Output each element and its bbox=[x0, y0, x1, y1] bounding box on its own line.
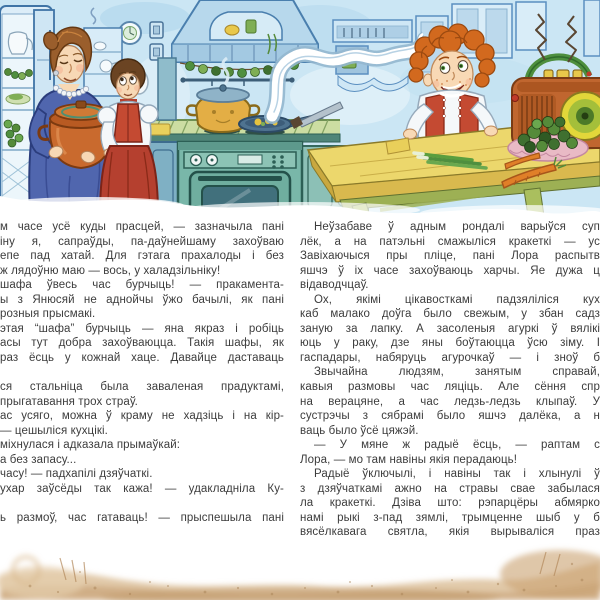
text-line: юць у раку, дзе яны боўтаюцца ўсю зіму. І bbox=[300, 337, 600, 350]
text-line: ла кракеткі. Дзіва што: рэпарцёры абмярко bbox=[300, 497, 600, 510]
kitchen-illustration bbox=[0, 0, 600, 216]
text-line: ваць было ўсё цяжэй. bbox=[300, 424, 419, 437]
text-line: яшчэ ў іх часе захоўваюць харчы. Яе дужа ц bbox=[300, 264, 600, 277]
text-line: Звычайна людзям, занятым справай, bbox=[314, 366, 600, 379]
text-line: асы тут добра захоўваюцца. Такія шафы, як bbox=[0, 337, 284, 350]
text-line: Завіхаючыся пры пліце, пані Лора распытв bbox=[300, 250, 600, 263]
text-line: ухар заўсёды так кажа! — удакладніла Ку- bbox=[0, 482, 284, 495]
text-line: Радыё ўключылі, і навіны так і хлынулі ў bbox=[314, 468, 600, 481]
text-line: м часе усё куды прасцей, — зазначыла пані bbox=[0, 221, 284, 233]
text-line: ас усяго, можна ў краму не хадзіць і на кір- bbox=[0, 410, 284, 423]
text-line: ь размоў, час гатаваць! — прыспешыла пані bbox=[0, 511, 284, 524]
cabinet-side-panel bbox=[158, 58, 176, 120]
text-line: каб малако доўга было свежым, у збан садз bbox=[300, 308, 600, 321]
text-line: — цешыліся кухцікі. bbox=[0, 424, 108, 437]
text-line: іну я, сапраўды, па-даўнейшаму захоўваю bbox=[0, 235, 284, 248]
text-line bbox=[0, 365, 284, 380]
text-line: ж лядоўню маю — вось, у халадзільніку! bbox=[0, 264, 221, 277]
text-line: заную за лапку. А засоленыя агуркі ў вялікі bbox=[300, 322, 600, 335]
text-line: прыгатавання трох страў. bbox=[0, 395, 138, 408]
text-line: сустрэчы з сябрамі было яшчэ далёка, а н bbox=[300, 410, 600, 423]
text-line: відаводчцаў. bbox=[300, 279, 369, 292]
text-line: намі рыкі з-пад зямлі, трымценне шыб у б bbox=[300, 511, 600, 524]
text-line: з дзяўчаткамі ажно на стравы свае забылася bbox=[300, 482, 600, 495]
text-line: лёк, а на патэльні смажыліся кракеткі — ус bbox=[300, 235, 600, 248]
text-line: ся стальніца была заваленая прадуктамі, bbox=[0, 381, 284, 394]
butter-dish bbox=[150, 124, 170, 135]
right-page-text bbox=[300, 220, 600, 540]
text-line: Неўзабаве ў адным рондалі варыўся суп bbox=[314, 221, 600, 233]
text-line: міхнулася і адказала прымаўкай: bbox=[0, 439, 181, 452]
text-line: — У мяне ж радыё ёсць, — раптам с bbox=[314, 439, 600, 452]
text-line bbox=[0, 496, 284, 511]
text-line: ы з Янюсяй не аднойчы ўжо бачылі, як пані bbox=[0, 293, 284, 306]
text-line: гаспадары, набяруць агурочкаў — і зноў б bbox=[300, 351, 600, 364]
text-line: Ох, якімі цікавосткамі падзяліліся кух bbox=[314, 293, 600, 306]
text-line: а без запасу... bbox=[0, 453, 77, 466]
text-line: раз ёсць у кожнай хаце. Давайце даставаць bbox=[0, 351, 284, 364]
text-line: шафа ўвесь час бурчыць! — пракамента- bbox=[0, 279, 284, 292]
sand-watercolor-texture bbox=[0, 542, 600, 600]
text-line: кавыя размовы час ляціць. Але сёння спр bbox=[300, 381, 600, 394]
text-line: Лора, — мо там навіны якія перадаюць! bbox=[300, 453, 518, 466]
text-line: розныя прысмакі. bbox=[0, 308, 96, 321]
left-page-text bbox=[0, 220, 284, 525]
text-line: этая “шафа” бурчыць — яна якраз і робіць bbox=[0, 322, 284, 335]
text-line: вясёлкавага святла, якія вырываліся праз bbox=[300, 526, 600, 539]
text-line: часу! — падхапілі дзяўчаткі. bbox=[0, 468, 153, 481]
text-line: на верацяне, а час ледзь-ледзь клыпаў. У bbox=[300, 395, 600, 408]
text-line: епе пад хатай. Для гэтага прахалоды і без bbox=[0, 250, 284, 263]
